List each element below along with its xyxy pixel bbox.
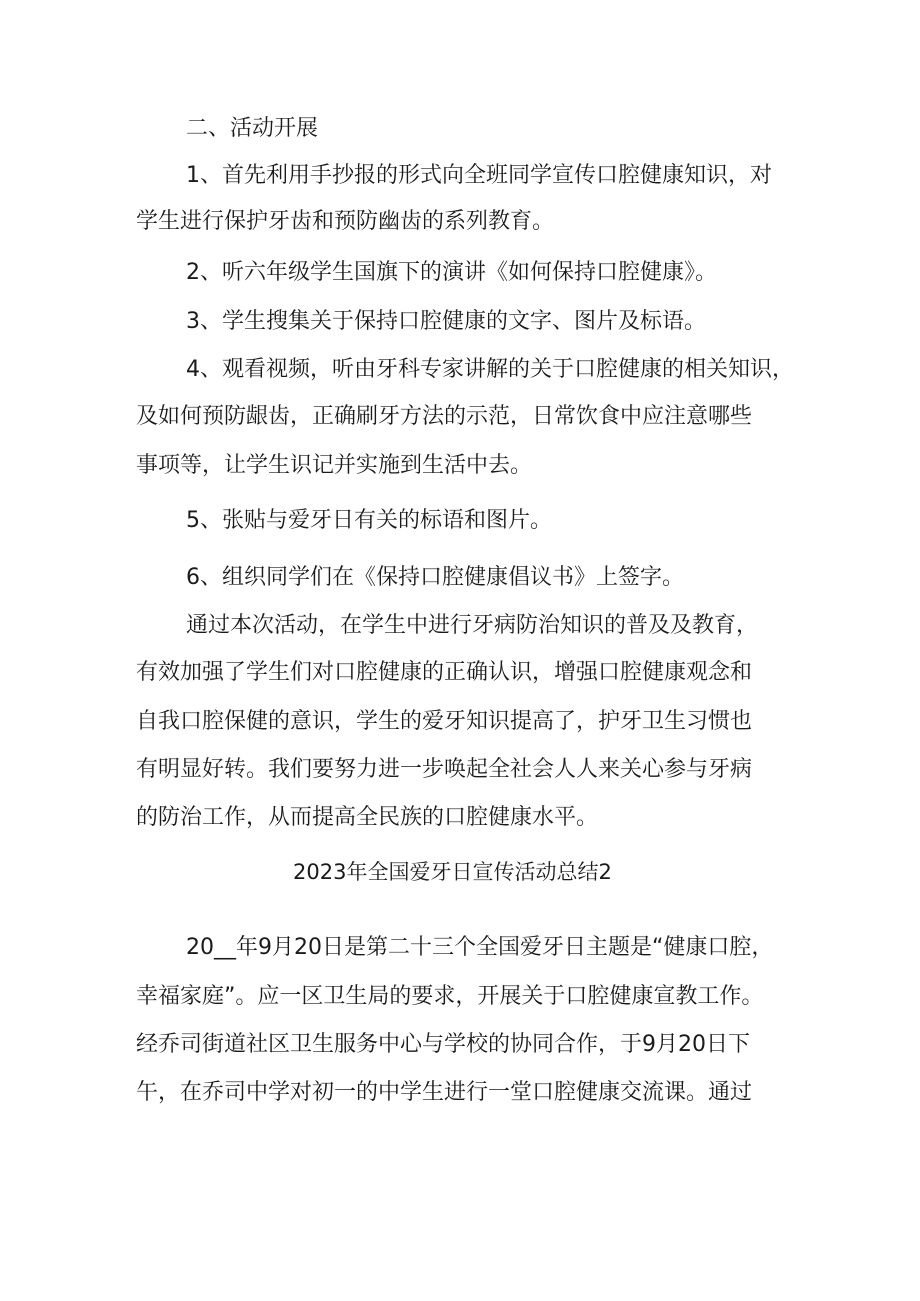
paragraph-line: 通过本次活动，在学生中进行牙病防治知识的普及及教育，	[186, 613, 759, 638]
paragraph-line: 的防治工作，从而提高全民族的口腔健康水平。	[136, 805, 599, 830]
paragraph-line: 1、首先利用手抄报的形式向全班同学宣传口腔健康知识，对	[186, 163, 772, 188]
paragraph-line: 6、组织同学们在《保持口腔健康倡议书》上签字。	[186, 565, 684, 590]
paragraph-line: 有明显好转。我们要努力进一步唤起全社会人人来关心参与牙病	[136, 757, 753, 782]
paragraph-line: 自我口腔保健的意识，学生的爱牙知识提高了，护牙卫生习惯也	[136, 709, 753, 734]
paragraph-line: 午，在乔司中学对初一的中学生进行一堂口腔健康交流课。通过	[136, 1080, 753, 1105]
paragraph-line: 幸福家庭”。应一区卫生局的要求，开展关于口腔健康宣教工作。	[136, 984, 764, 1009]
paragraph-line: 经乔司街道社区卫生服务中心与学校的协同合作，于9月20日下	[136, 1032, 750, 1057]
paragraph-line: 3、学生搜集关于保持口腔健康的文字、图片及标语。	[186, 309, 706, 334]
paragraph-line: 4、观看视频，听由牙科专家讲解的关于口腔健康的相关知识，	[186, 357, 794, 382]
section-heading: 二、活动开展	[186, 116, 319, 141]
paragraph-line: 20__年9月20日是第二十三个全国爱牙日主题是“健康口腔，	[186, 935, 774, 960]
paragraph-line: 事项等，让学生识记并实施到生活中去。	[136, 453, 533, 478]
paragraph-line: 学生进行保护牙齿和预防幽齿的系列教育。	[136, 209, 555, 234]
paragraph-line: 5、张贴与爱牙日有关的标语和图片。	[186, 508, 552, 533]
paragraph-line: 2、听六年级学生国旗下的演讲《如何保持口腔健康》。	[186, 260, 717, 285]
document-title: 2023年全国爱牙日宣传活动总结2	[293, 860, 612, 884]
paragraph-line: 有效加强了学生们对口腔健康的正确认识，增强口腔健康观念和	[136, 660, 753, 685]
paragraph-line: 及如何预防龈齿，正确刷牙方法的示范，日常饮食中应注意哪些	[136, 404, 753, 429]
